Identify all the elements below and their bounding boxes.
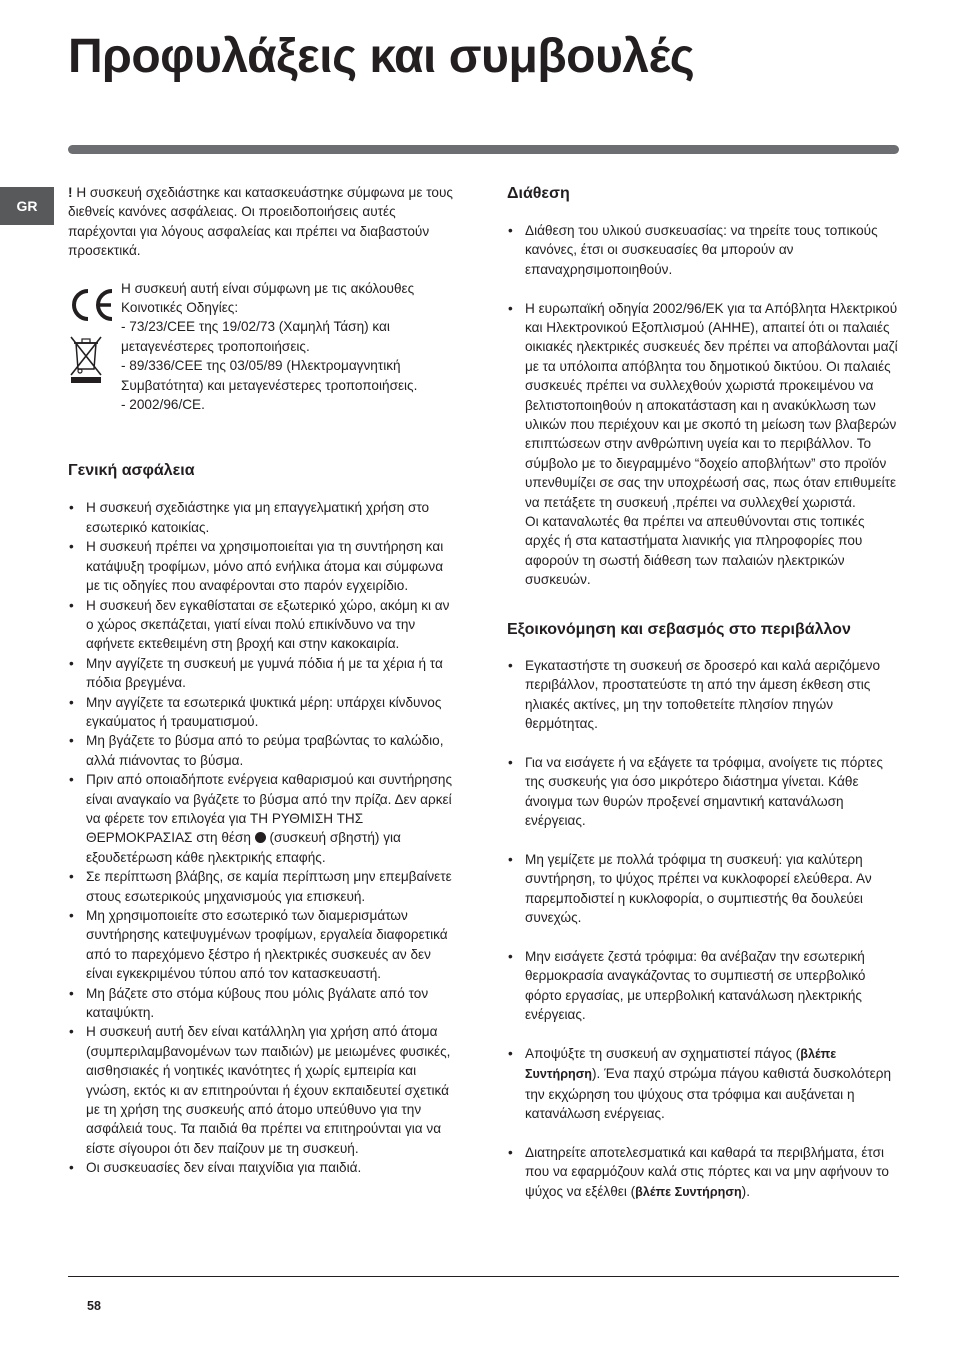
directive-line: - 2002/96/CE. — [121, 397, 205, 413]
list-item: • Η συσκευή σχεδιάστηκε για μη επαγγελματική χρήση στο εσωτερικό κατοικίας. — [68, 498, 460, 537]
list-item: • Μην αγγίζετε τα εσωτερικά ψυκτικά μέρη: υπάρχει κίνδυνος εγκαύματος ή τραυματισμού. — [68, 693, 460, 732]
ce-mark-icon — [68, 287, 116, 323]
list-item-text: ). — [741, 1183, 750, 1199]
intro-text: Η συσκευή σχεδιάστηκε και κατασκευάστηκε σύμφωνα με τους διεθνείς κανόνες ασφάλειας. Οι προειδοποιήσεις αυτές παρέχονται για λόγους ασφαλείας και πρέπει να διαβαστούν προσεκτικά. — [68, 185, 453, 259]
list-item: • Μην αγγίζετε τη συσκευή με γυμνά πόδια ή με τα χέρια ή τα πόδια βρεγμένα. — [68, 654, 460, 693]
list-item: • Μην εισάγετε ζεστά τρόφιμα: θα ανέβαζαν την εσωτερική θερμοκρασία αναγκάζοντας το συμπιεστή σε υπερβολικό φόρτο εργασίας, με υπερβολική κατανάλωση ηλεκτρικής ενέργειας. — [507, 947, 901, 1025]
directive-line: Η συσκευή αυτή είναι σύμφωνη με τις ακόλουθες Κοινοτικές Οδηγίες: — [121, 280, 415, 316]
list-item: • Μη βάζετε στο στόμα κύβους που μόλις βγάλατε από τον καταψύκτη. — [68, 984, 460, 1023]
right-column — [507, 183, 901, 1202]
list-item-text: Οι καταναλωτές θα πρέπει να απευθύνονται στις τοπικές αρχές ή στα καταστήματα λιανικής για πληροφορίες που αφορούν τη σωστή διάθεση των παλαιών ηλεκτρικών συσκευών. — [525, 514, 865, 588]
directive-line: - 89/336/CEE της 03/05/89 (Ηλεκτρομαγνητική Συμβατότητα) και μεταγενέστερες τροποποιήσεις. — [121, 358, 418, 393]
list-item-text: (συσκευή σβηστή) για εξουδετέρωση κάθε ηλεκτρικής επαφής. — [86, 830, 401, 865]
list-item — [68, 770, 460, 867]
crossed-bin-icon — [70, 333, 102, 385]
warning-mark: ! — [68, 185, 73, 200]
disposal-heading: Διάθεση — [507, 185, 570, 202]
environment-heading: Εξοικονόμηση και σεβασμός στο περιβάλλον — [507, 620, 851, 638]
list-item — [507, 1044, 901, 1124]
list-item-text: Η ευρωπαϊκή οδηγία 2002/96/ΕΚ για τα Απόβλητα Ηλεκτρικού και Ηλεκτρονικού Εξοπλισμού (ΑΗΗΕ), απαιτεί ότι οι παλαιές οικιακές ηλεκτρικές συσκευές δεν πρέπει να αποβάλονται μαζί με τα υπόλοιπα απόβλητα του δημοτικού δικτύου. Οι παλαιές συσκευές πρέπει να συλλεχθούν χωριστά προκειμένου να βελτιστοποιηθούν η αποκατάσταση και η ανακύκλωση των υλικών που περιέχουν και με σκοπό τη μείωση των βλαβερών επιπτώσεων στην ανθρώπινη υγεία και το περιβάλλον. Το σύμβολο με το διεγραμμένο “δοχείο αποβλήτων” στο προϊόν υπενθυμίζει σε σας την υποχρέωσή σας, πως όταν επιθυμείτε να πετάξετε τη συσκευή ,πρέπει να συλλεχθεί χωριστά. — [525, 300, 898, 510]
page-title: Προφυλάξεις και συμβουλές — [68, 30, 695, 83]
left-column — [68, 183, 460, 1178]
intro-paragraph — [68, 183, 460, 261]
list-item — [507, 1143, 901, 1202]
general-safety-heading: Γενική ασφάλεια — [68, 462, 195, 480]
footer-divider — [68, 1276, 899, 1277]
list-item: • Εγκαταστήστε τη συσκευή σε δροσερό και καλά αεριζόμενο περιβάλλον, προστατεύστε τη από την άμεση έκθεση στις ηλιακές ακτίνες, μη την τοποθετείτε πλησίον πηγών θερμότητας. — [507, 656, 901, 734]
list-item: • Για να εισάγετε ή να εξάγετε τα τρόφιμα, ανοίγετε τις πόρτες της συσκευής για όσο μικρότερο διάστημα γίνεται. Κάθε άνοιγμα των θυρών προξενεί σημαντική κατανάλωση ενέργειας. — [507, 753, 901, 831]
environment-list — [507, 656, 901, 1202]
directives-block — [68, 279, 460, 415]
list-item: • Διάθεση του υλικού συσκευασίας: να τηρείτε τους τοπικούς κανόνες, έτσι οι συσκευασίες θα μπορούν αν επαναχρησιμοποιηθούν. — [507, 221, 901, 279]
list-item: • Σε περίπτωση βλάβης, σε καμία περίπτωση μην επεμβαίνετε στους εσωτερικούς μηχανισμούς για επισκευή. — [68, 867, 460, 906]
off-position-icon — [255, 832, 266, 843]
list-item: • Μη γεμίζετε με πολλά τρόφιμα τη συσκευή: για καλύτερη συντήρηση, το ψύχος πρέπει να κυκλοφορεί ελεύθερα. Αν παρεμποδιστεί η κυκλοφορία, ο συμπιεστής θα δουλεύει συνεχώς. — [507, 850, 901, 928]
maintenance-reference: βλέπε Συντήρηση — [525, 1046, 837, 1082]
list-item-text: Πριν από οποιαδήποτε ενέργεια καθαρισμού και συντήρησης είναι αναγκαίο να βγάζετε το βύσμα από την πρίζα. Δεν αρκεί να φέρετε τον επιλογέα για ΤΗ ΡΥΘΜΙΣΗ ΤΗΣ ΘΕΡΜΟΚΡΑΣΙΑΣ στη θέση — [86, 772, 453, 846]
title-divider — [68, 145, 899, 154]
list-item: • Η συσκευή αυτή δεν είναι κατάλληλη για χρήση από άτομα (συμπεριλαμβανομένων των παιδιών) με μειωμένες φυσικές, αισθησιακές ή νοητικές ικανότητες ή χωρίς εμπειρία και γνώση, εκτός κι αν επιτηρούνται ή έχουν εκπαιδευτεί σχετικά με τη χρήση της συσκευής από άτομο υπεύθυνο για την ασφάλειά τους. Τα παιδιά θα πρέπει να επιτηρούνται για να είστε σίγουροι ότι δεν παίζουν με τη συσκευή. — [68, 1022, 460, 1158]
list-item-text: ). Ένα παχύ στρώμα πάγου καθιστά δυσκολότερη την εκχώρηση του ψύχους στα τρόφιμα και αυξάνεται η κατανάλωση ενέργειας. — [525, 1066, 892, 1121]
general-safety-list — [68, 498, 460, 1177]
directive-line: - 73/23/CEE της 19/02/73 (Χαμηλή Τάση) και μεταγενέστερες τροποποιήσεις. — [121, 319, 390, 354]
disposal-list — [507, 221, 901, 590]
language-tab: GR — [0, 187, 54, 225]
list-item-text: Αποψύξτε τη συσκευή αν σχηματιστεί πάγος ( — [525, 1045, 801, 1061]
maintenance-reference: βλέπε Συντήρηση — [635, 1184, 742, 1199]
list-item: • Η συσκευή πρέπει να χρησιμοποιείται για τη συντήρηση και κατάψυξη τροφίμων, μόνο από ενήλικα άτομα και σύμφωνα με τις οδηγίες που αναφέρονται στο παρόν εγχειρίδιο. — [68, 537, 460, 595]
list-item: • Οι συσκευασίες δεν είναι παιχνίδια για παιδιά. — [68, 1158, 460, 1177]
page-number: 58 — [87, 1299, 101, 1313]
list-item — [507, 299, 901, 590]
list-item: • Μη χρησιμοποιείτε στο εσωτερικό των διαμερισμάτων συντήρησης κατεψυγμένων τροφίμων, εργαλεία διαφορετικά από το παρεχόμενο ξέστρο ή ηλεκτρικές συσκευές αν δεν είναι εγκεκριμένου τύπου από τον κατασκευαστή. — [68, 906, 460, 984]
list-item-text: Διατηρείτε αποτελεσματικά και καθαρά τα περιβλήματα, έτσι που να εφαρμόζουν καλά στις πόρτες και να μην αφήνουν το ψύχος να εξέλθει ( — [525, 1144, 889, 1199]
list-item: • Η συσκευή δεν εγκαθίσταται σε εξωτερικό χώρο, ακόμη κι αν ο χώρος σκεπάζεται, γιατί είναι πολύ επικίνδυνο να την αφήνετε εκτεθειμένη στη βροχή και στην κακοκαιρία. — [68, 596, 460, 654]
list-item: • Μη βγάζετε το βύσμα από το ρεύμα τραβώντας το καλώδιο, αλλά πιάνοντας το βύσμα. — [68, 731, 460, 770]
